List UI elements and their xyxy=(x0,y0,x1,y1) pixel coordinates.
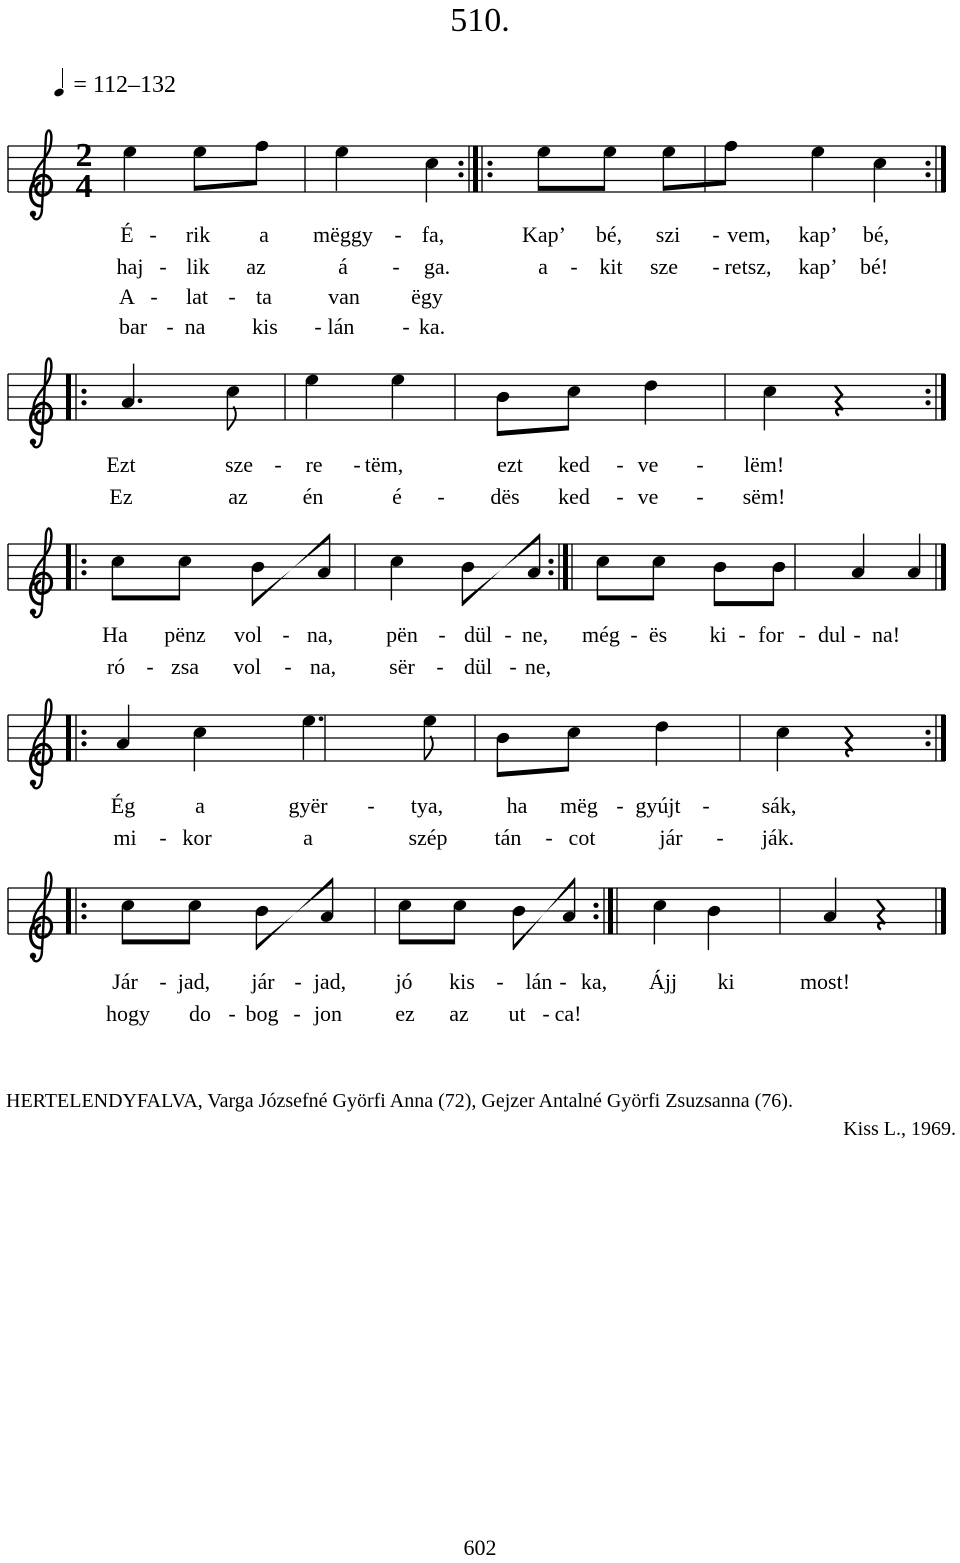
lyric-syllable: É xyxy=(120,222,134,247)
lyric-syllable: zsa xyxy=(170,654,200,679)
repeat-dot xyxy=(925,741,930,746)
lyric-syllable: az xyxy=(449,1001,469,1026)
lyric-syllable: ez xyxy=(395,1001,415,1026)
lyric-syllable: jár xyxy=(251,969,275,994)
collector-credit: Kiss L., 1969. xyxy=(843,1118,956,1140)
final-thick-bar xyxy=(941,715,946,761)
repeat-dot xyxy=(81,914,86,919)
lyric-syllable: mi xyxy=(113,825,137,850)
syllable-hyphen: - xyxy=(504,622,512,647)
note-beam xyxy=(714,601,773,606)
lyric-syllable: sze xyxy=(649,254,679,279)
lyric-syllable: ró xyxy=(106,654,126,679)
syllable-hyphen: - xyxy=(293,1001,301,1026)
final-thick-bar xyxy=(941,544,946,590)
quarter-rest-icon xyxy=(845,727,853,757)
lyric-syllable: kap’ xyxy=(798,222,838,247)
lyric-syllable: sëm! xyxy=(742,484,786,509)
syllable-hyphen: - xyxy=(559,969,567,994)
lyric-syllable: ve xyxy=(637,484,659,509)
lyric-syllable: dul xyxy=(817,622,847,647)
lyric-syllable: ezt xyxy=(497,452,523,477)
augmentation-dot xyxy=(319,716,324,721)
lyric-syllable: ëgy xyxy=(411,284,443,309)
lyric-syllable: ta xyxy=(256,284,272,309)
repeat-dot xyxy=(925,172,930,177)
syllable-hyphen: - xyxy=(294,969,302,994)
lyric-syllable: a xyxy=(259,222,269,247)
lyric-syllable: van xyxy=(328,284,360,309)
lyric-syllable: a xyxy=(195,793,205,818)
lyric-syllable: a xyxy=(538,254,548,279)
note-flag xyxy=(424,736,432,760)
lyric-syllable: én xyxy=(302,484,324,509)
lyric-syllable: kor xyxy=(182,825,212,850)
treble-clef-icon xyxy=(30,439,36,445)
lyric-syllable: gyújt xyxy=(635,793,681,818)
lyric-syllable: ve xyxy=(637,452,659,477)
syllable-hyphen: - xyxy=(166,314,174,339)
lyric-syllable: Ezt xyxy=(106,452,136,477)
lyric-syllable: lán xyxy=(327,314,355,339)
lyric-syllable: ut xyxy=(508,1001,526,1026)
repeat-start-thick-bar xyxy=(66,888,71,934)
repeat-dot xyxy=(81,559,86,564)
lyric-syllable: re xyxy=(305,452,323,477)
lyric-syllable: vol xyxy=(232,654,262,679)
lyric-syllable: hogy xyxy=(106,1001,150,1026)
repeat-dot xyxy=(81,741,86,746)
lyric-syllable: jó xyxy=(395,969,413,994)
syllable-hyphen: - xyxy=(712,254,720,279)
final-thick-bar xyxy=(941,374,946,420)
syllable-hyphen: - xyxy=(509,654,517,679)
lyric-syllable: pënz xyxy=(164,622,206,647)
lyric-syllable: lán xyxy=(525,969,553,994)
lyric-syllable: sër xyxy=(389,654,415,679)
note-beam xyxy=(122,939,189,944)
note-flag xyxy=(227,406,235,430)
page-number: 602 xyxy=(463,1535,497,1560)
lyric-syllable: ked xyxy=(558,452,590,477)
lyric-syllable: tëm, xyxy=(364,452,404,477)
lyric-syllable: na, xyxy=(309,654,337,679)
repeat-dot xyxy=(81,903,86,908)
syllable-hyphen: - xyxy=(367,793,375,818)
repeat-dot xyxy=(81,389,86,394)
syllable-hyphen: - xyxy=(798,622,806,647)
lyric-syllable: ka, xyxy=(580,969,608,994)
lyric-syllable: dül xyxy=(463,654,493,679)
note-beam xyxy=(497,425,568,436)
lyric-syllable: ne, xyxy=(521,622,549,647)
lyric-syllable: szép xyxy=(408,825,448,850)
lyric-syllable: ga. xyxy=(423,254,451,279)
lyric-syllable: jon xyxy=(313,1001,343,1026)
repeat-dot xyxy=(81,730,86,735)
repeat-dot xyxy=(925,161,930,166)
lyric-syllable: vol xyxy=(233,622,263,647)
lyric-syllable: még xyxy=(582,622,620,647)
lyric-syllable: do xyxy=(189,1001,211,1026)
lyric-syllable: Ég xyxy=(110,793,136,818)
lyric-syllable: jad, xyxy=(177,969,211,994)
repeat-start-thick-bar xyxy=(66,374,71,420)
repeat-dot xyxy=(487,172,492,177)
lyric-syllable: lëm! xyxy=(743,452,785,477)
syllable-hyphen: - xyxy=(542,1001,550,1026)
syllable-hyphen: - xyxy=(738,622,746,647)
lyric-syllable: az xyxy=(228,484,248,509)
lyric-syllable: pën xyxy=(386,622,418,647)
syllable-hyphen: - xyxy=(496,969,504,994)
syllable-hyphen: - xyxy=(436,654,444,679)
repeat-dot xyxy=(925,389,930,394)
lyric-syllable: tya, xyxy=(410,793,444,818)
lyric-syllable: ne, xyxy=(524,654,552,679)
syllable-hyphen: - xyxy=(284,654,292,679)
lyric-syllable: lat xyxy=(186,284,208,309)
lyric-syllable: haj xyxy=(116,254,144,279)
time-signature-top: 2 xyxy=(75,137,93,174)
lyric-syllable: Ha xyxy=(102,622,128,647)
lyric-syllable: ki xyxy=(717,969,735,994)
quarter-rest-icon xyxy=(877,900,885,930)
augmentation-dot xyxy=(138,398,143,403)
lyric-syllable: mëggy xyxy=(313,222,373,247)
song-number: 510. xyxy=(450,2,510,39)
repeat-dot xyxy=(593,914,598,919)
syllable-hyphen: - xyxy=(314,314,322,339)
note-beam xyxy=(497,766,568,777)
final-thick-bar xyxy=(941,888,946,934)
repeat-dot xyxy=(593,903,598,908)
lyric-syllable: jár xyxy=(659,825,683,850)
syllable-hyphen: - xyxy=(159,969,167,994)
quarter-rest-icon xyxy=(835,386,843,416)
syllable-hyphen: - xyxy=(696,452,704,477)
syllable-hyphen: - xyxy=(392,254,400,279)
syllable-hyphen: - xyxy=(149,222,157,247)
note-beam xyxy=(112,595,179,600)
lyric-syllable: sák, xyxy=(761,793,797,818)
lyric-syllable: Kap’ xyxy=(522,222,566,247)
lyric-syllable: ki xyxy=(709,622,727,647)
syllable-hyphen: - xyxy=(630,622,638,647)
syllable-hyphen: - xyxy=(616,793,624,818)
lyric-syllable: á xyxy=(338,254,348,279)
lyric-syllable: gyër xyxy=(288,793,328,818)
syllable-hyphen: - xyxy=(402,314,410,339)
syllable-hyphen: - xyxy=(150,284,158,309)
syllable-hyphen: - xyxy=(159,825,167,850)
repeat-dot xyxy=(81,400,86,405)
repeat-dot xyxy=(548,570,553,575)
note-beam xyxy=(538,186,604,191)
tempo-text: = 112–132 xyxy=(73,72,177,98)
syllable-hyphen: - xyxy=(353,452,361,477)
syllable-hyphen: - xyxy=(394,222,402,247)
syllable-hyphen: - xyxy=(545,825,553,850)
repeat-thick-bar xyxy=(473,146,478,192)
syllable-hyphen: - xyxy=(716,825,724,850)
lyric-syllable: mëg xyxy=(560,793,598,818)
final-thick-bar xyxy=(941,146,946,192)
lyric-syllable: ca! xyxy=(554,1001,582,1026)
lyric-syllable: bé, xyxy=(862,222,890,247)
syllable-hyphen: - xyxy=(712,222,720,247)
syllable-hyphen: - xyxy=(282,622,290,647)
repeat-dot xyxy=(487,161,492,166)
lyric-syllable: rik xyxy=(185,222,211,247)
lyric-syllable: Jár xyxy=(112,969,138,994)
lyric-syllable: na, xyxy=(306,622,334,647)
lyric-syllable: cot xyxy=(568,825,596,850)
lyric-syllable: sze xyxy=(224,452,254,477)
note-beam xyxy=(663,180,725,191)
syllable-hyphen: - xyxy=(702,793,710,818)
lyric-syllable: kap’ xyxy=(798,254,838,279)
time-signature-bottom: 4 xyxy=(75,168,93,205)
lyric-syllable: ják. xyxy=(761,825,795,850)
syllable-hyphen: - xyxy=(616,484,624,509)
lyric-syllable: bé! xyxy=(859,254,889,279)
lyric-syllable: vem, xyxy=(727,222,771,247)
lyric-syllable: for xyxy=(758,622,784,647)
syllable-hyphen: - xyxy=(146,654,154,679)
repeat-dot xyxy=(925,400,930,405)
lyric-syllable: bog xyxy=(245,1001,279,1026)
repeat-thick-bar xyxy=(563,544,568,590)
syllable-hyphen: - xyxy=(853,622,861,647)
syllable-hyphen: - xyxy=(616,452,624,477)
repeat-start-thick-bar xyxy=(66,715,71,761)
lyric-syllable: lik xyxy=(186,254,210,279)
repeat-start-thick-bar xyxy=(66,544,71,590)
repeat-dot xyxy=(925,730,930,735)
repeat-thick-bar xyxy=(608,888,613,934)
lyric-syllable: ka. xyxy=(418,314,446,339)
lyric-syllable: na xyxy=(184,314,206,339)
lyric-syllable: a xyxy=(303,825,313,850)
treble-clef-icon xyxy=(30,211,36,217)
syllable-hyphen: - xyxy=(274,452,282,477)
lyric-syllable: bé, xyxy=(595,222,623,247)
syllable-hyphen: - xyxy=(228,1001,236,1026)
syllable-hyphen: - xyxy=(228,284,236,309)
lyric-syllable: é xyxy=(392,484,402,509)
lyric-syllable: ha xyxy=(506,793,528,818)
lyric-syllable: dül xyxy=(463,622,493,647)
lyric-syllable: Ez xyxy=(109,484,133,509)
note-beam xyxy=(399,939,454,944)
repeat-dot xyxy=(548,559,553,564)
syllable-hyphen: - xyxy=(570,254,578,279)
lyric-syllable: szi xyxy=(655,222,681,247)
lyric-syllable: retsz, xyxy=(724,254,772,279)
treble-clef-icon xyxy=(30,953,36,959)
repeat-dot xyxy=(458,161,463,166)
syllable-hyphen: - xyxy=(437,484,445,509)
lyric-syllable: az xyxy=(246,254,266,279)
syllable-hyphen: - xyxy=(159,254,167,279)
lyric-syllable: bar xyxy=(118,314,148,339)
lyric-syllable: dës xyxy=(490,484,520,509)
treble-clef-icon xyxy=(30,780,36,786)
lyric-syllable: most! xyxy=(799,969,851,994)
lyric-syllable: Ájj xyxy=(648,969,678,994)
lyric-syllable: ës xyxy=(648,622,668,647)
syllable-hyphen: - xyxy=(696,484,704,509)
repeat-dot xyxy=(81,570,86,575)
lyric-syllable: kis xyxy=(252,314,278,339)
lyric-syllable: kis xyxy=(449,969,475,994)
treble-clef-icon xyxy=(30,609,36,615)
repeat-dot xyxy=(458,172,463,177)
lyric-syllable: kit xyxy=(599,254,623,279)
lyric-syllable: jad, xyxy=(313,969,347,994)
lyric-syllable: fa, xyxy=(421,222,445,247)
source-line: HERTELENDYFALVA, Varga Józsefné Györfi Anna (72), Gejzer Antalné Györfi Zsuzsanna (76). xyxy=(6,1090,793,1112)
lyric-syllable: na! xyxy=(871,622,901,647)
syllable-hyphen: - xyxy=(438,622,446,647)
lyric-syllable: ked xyxy=(558,484,590,509)
lyric-syllable: A xyxy=(119,284,135,309)
lyric-syllable: tán xyxy=(494,825,522,850)
note-beam xyxy=(194,180,256,191)
note-beam xyxy=(597,595,653,600)
